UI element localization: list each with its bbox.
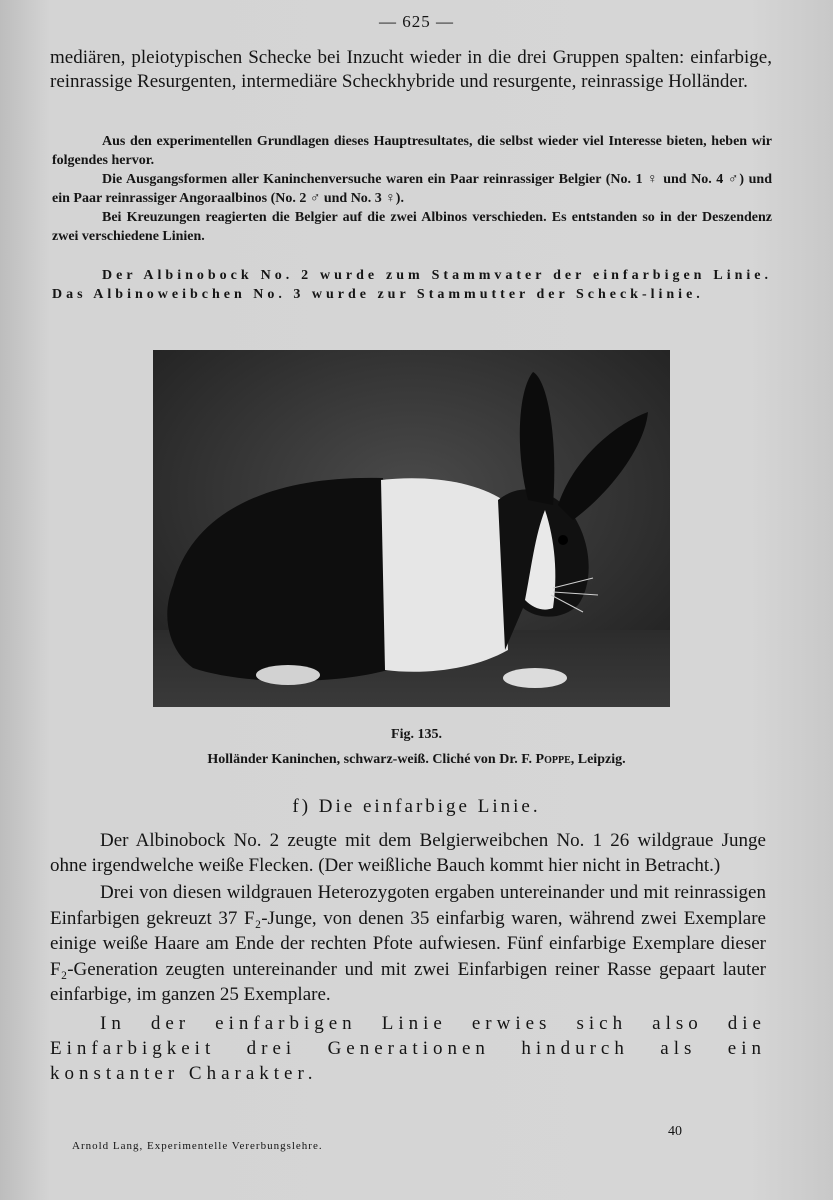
figure-number: Fig. 135. bbox=[391, 727, 442, 742]
rabbit-photo-drawing bbox=[153, 350, 670, 707]
rabbit-photograph bbox=[153, 350, 670, 707]
body-paragraph-1: Der Albinobock No. 2 zeugte mit dem Belgierweibchen No. 1 26 wildgraue Junge ohne irgendwelche weiße Flecken. (Der weißliche Bauch kommt hier nicht in Betracht.) bbox=[50, 830, 766, 876]
top-paragraph-block bbox=[50, 46, 772, 94]
small-text-block bbox=[52, 132, 772, 246]
body-text-block bbox=[50, 828, 766, 1086]
figure-caption-name: Poppe bbox=[535, 752, 571, 767]
figure-caption bbox=[0, 752, 833, 768]
small-paragraph-2: Die Ausgangsformen aller Kaninchenversuche waren ein Paar reinrassiger Belgier (No. 1 ♀ und No. 4 ♂) und ein Paar reinrassiger Angoraalbinos (No. 2 ♂ und No. 3 ♀). bbox=[52, 172, 772, 206]
spaced-paragraph-block bbox=[52, 266, 772, 304]
running-footer: Arnold Lang, Experimentelle Vererbungslehre. bbox=[72, 1140, 323, 1152]
figure-caption-main: Holländer Kaninchen, schwarz-weiß. Cliché von Dr. F. bbox=[207, 752, 536, 767]
section-heading: f) Die einfarbige Linie. bbox=[292, 796, 541, 817]
page-number: — 625 — bbox=[379, 12, 454, 31]
small-paragraph-1: Aus den experimentellen Grundlagen dieses Hauptresultates, die selbst wieder viel Interesse bieten, heben wir folgendes hervor. bbox=[52, 134, 772, 168]
closing-paragraph: In der einfarbigen Linie erwies sich also die Einfarbigkeit drei Generationen hindurch als ein konstanter Charakter. bbox=[50, 1012, 766, 1084]
top-paragraph: mediären, pleiotypischen Schecke bei Inzucht wieder in die drei Gruppen spalten: einfarbige, reinrassige Resurgenten, intermediäre Scheckhybride und resurgente, reinrassige Holländer. bbox=[50, 47, 772, 92]
spaced-paragraph: Der Albinobock No. 2 wurde zum Stammvater der einfarbigen Linie. Das Albinoweibchen No. 3 wurde zur Stammutter der Scheck-linie. bbox=[52, 268, 772, 302]
signature-folio: 40 bbox=[668, 1124, 682, 1139]
small-paragraph-3: Bei Kreuzungen reagierten die Belgier auf die zwei Albinos verschieden. Es entstanden so in der Deszendenz zwei verschiedene Linien. bbox=[52, 210, 772, 244]
figure-caption-end: , Leipzig. bbox=[570, 752, 626, 767]
body-paragraph-2: Drei von diesen wildgrauen Heterozygoten ergaben untereinander und mit reinrassigen Einfarbigen gekreuzt 37 F₂-Junge, von denen 35 einfarbig waren, während zwei Exemplare einige weiße Haare am Ende der rechten Pfote aufwiesen. Fünf einfarbige Exemplare dieser F₂-Generation zeugten untereinander und mit zwei Einfarbigen reiner Rasse gepaart lauter einfarbige, im ganzen 25 Exemplare. bbox=[50, 882, 766, 1005]
